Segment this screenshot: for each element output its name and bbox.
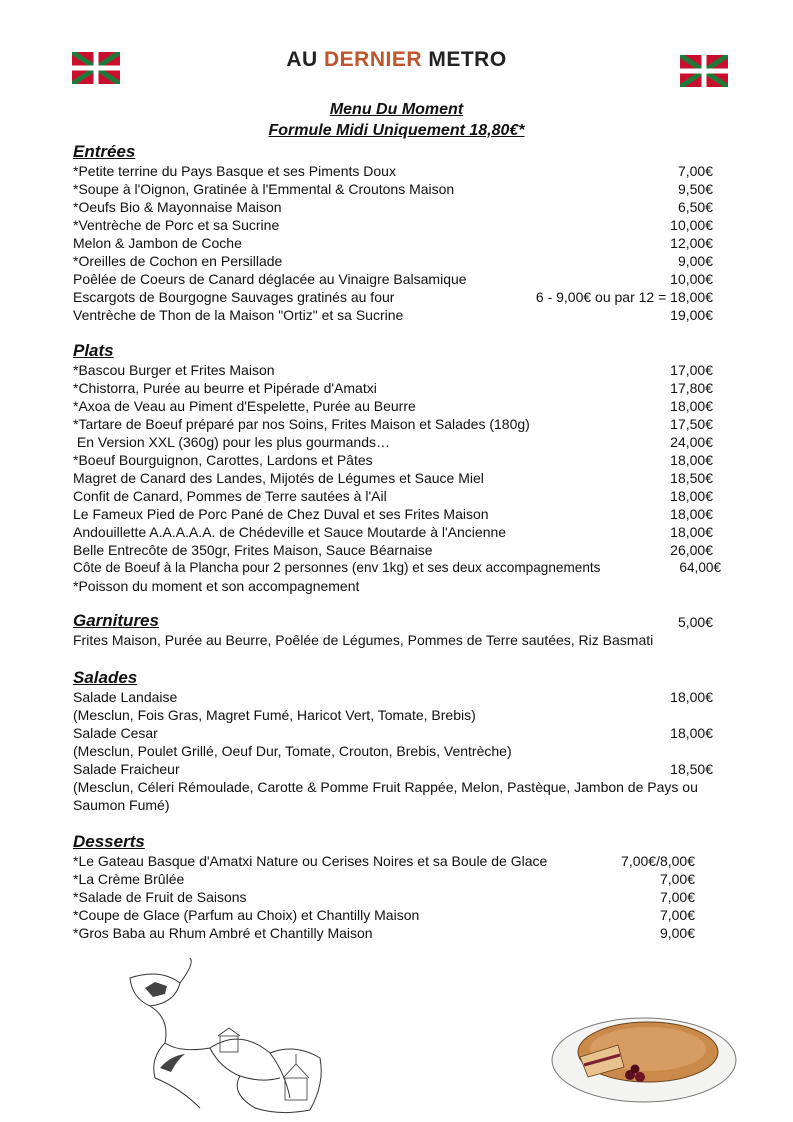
restaurant-title xyxy=(0,48,793,72)
menu-item xyxy=(73,760,713,778)
menu-item xyxy=(73,198,713,216)
section-heading: Desserts xyxy=(73,832,145,851)
item-price: 18,00€ xyxy=(670,506,713,522)
menu-item xyxy=(73,270,713,288)
menu-item xyxy=(73,487,713,505)
item-description: (Mesclun, Céleri Rémoulade, Carotte & Pomme Fruit Rappée, Melon, Pastèque, Jambon de Pays ou Saumon Fumé) xyxy=(73,779,698,813)
section-heading: Salades xyxy=(73,668,138,687)
menu-item xyxy=(73,216,713,234)
item-price: 18,00€ xyxy=(670,488,713,504)
item-label: Belle Entrecôte de 350gr, Frites Maison, Sauce Béarnaise xyxy=(73,542,433,558)
title-suffix: METRO xyxy=(422,48,507,71)
menu-title: Menu Du Moment xyxy=(329,101,464,118)
item-label: *Axoa de Veau au Piment d'Espelette, Purée au Beurre xyxy=(73,398,416,414)
menu-item xyxy=(73,870,695,888)
menu-item xyxy=(73,688,713,706)
item-price: 9,00€ xyxy=(659,925,695,941)
section-plats xyxy=(73,341,721,595)
item-label: *Bascou Burger et Frites Maison xyxy=(73,362,275,378)
menu-item xyxy=(73,469,713,487)
item-label: En Version XXL (360g) pour les plus gourmands… xyxy=(73,434,390,450)
item-label: *Oeufs Bio & Mayonnaise Maison xyxy=(73,199,282,215)
item-label: Côte de Boeuf à la Plancha pour 2 personnes (env 1kg) et ses deux accompagnements xyxy=(73,560,601,575)
menu-item xyxy=(73,541,713,559)
menu-item xyxy=(73,433,713,451)
item-price: 18,00€ xyxy=(670,689,713,705)
item-price: 7,00€ xyxy=(659,907,695,923)
menu-item xyxy=(73,252,713,270)
menu-item xyxy=(73,415,713,433)
title-accent: DERNIER xyxy=(323,48,422,71)
item-price: 18,00€ xyxy=(670,725,713,741)
item-price: 17,80€ xyxy=(670,380,713,396)
item-label: Salade Landaise xyxy=(73,689,178,705)
item-price: 7,00€/8,00€ xyxy=(621,853,695,869)
item-price: 26,00€ xyxy=(670,542,713,558)
menu-item xyxy=(73,288,713,306)
menu-item xyxy=(73,577,713,595)
item-label: Escargots de Bourgogne Sauvages gratinés au four xyxy=(73,289,395,305)
menu-item xyxy=(73,379,713,397)
menu-item xyxy=(73,397,713,415)
item-label: Ventrèche de Thon de la Maison "Ortiz" et sa Sucrine xyxy=(73,307,404,323)
item-price: 18,00€ xyxy=(670,524,713,540)
item-price: 7,00€ xyxy=(659,889,695,905)
section-garnitures xyxy=(73,611,713,649)
item-label: Magret de Canard des Landes, Mijotés de Légumes et Sauce Miel xyxy=(73,470,484,486)
item-price: 9,00€ xyxy=(677,253,713,269)
item-price: 18,50€ xyxy=(670,470,713,486)
basque-map-drawing-icon xyxy=(120,958,340,1118)
menu-item xyxy=(73,180,713,198)
section-salades xyxy=(73,668,713,814)
item-price: 7,00€ xyxy=(659,871,695,887)
menu-item xyxy=(73,523,713,541)
section-desserts xyxy=(73,832,695,942)
item-price: 18,00€ xyxy=(670,398,713,414)
item-description: (Mesclun, Poulet Grillé, Oeuf Dur, Tomate, Crouton, Brebis, Ventrèche) xyxy=(73,743,512,759)
formula-title: Formule Midi Uniquement 18,80€* xyxy=(268,122,525,139)
menu-item xyxy=(73,888,695,906)
item-label: Salade Fraicheur xyxy=(73,761,180,777)
garnitures-header xyxy=(73,611,713,631)
menu-item xyxy=(73,724,713,742)
menu-item xyxy=(73,451,713,469)
item-price: 19,00€ xyxy=(670,307,713,323)
item-label: *Petite terrine du Pays Basque et ses Piments Doux xyxy=(73,163,396,179)
item-label: Poêlée de Coeurs de Canard déglacée au Vinaigre Balsamique xyxy=(73,271,467,287)
item-price: 17,00€ xyxy=(670,362,713,378)
item-description: (Mesclun, Fois Gras, Magret Fumé, Haricot Vert, Tomate, Brebis) xyxy=(73,707,476,723)
item-price: 18,00€ xyxy=(670,452,713,468)
section-heading: Plats xyxy=(73,341,114,360)
item-label: *Oreilles de Cochon en Persillade xyxy=(73,253,283,269)
item-label: *Soupe à l'Oignon, Gratinée à l'Emmental & Croutons Maison xyxy=(73,181,455,197)
menu-item xyxy=(73,361,713,379)
section-heading: Entrées xyxy=(73,142,136,161)
item-label: Salade Cesar xyxy=(73,725,158,741)
menu-item xyxy=(73,559,721,577)
item-price: 12,00€ xyxy=(670,235,713,251)
item-label: *Ventrèche de Porc et sa Sucrine xyxy=(73,217,280,233)
item-price: 7,00€ xyxy=(677,163,713,179)
item-price: 6 - 9,00€ ou par 12 = 18,00€ xyxy=(535,289,713,305)
item-label: *Le Gateau Basque d'Amatxi Nature ou Cerises Noires et sa Boule de Glace xyxy=(73,853,548,869)
item-price: 10,00€ xyxy=(670,271,713,287)
title-prefix: AU xyxy=(286,48,324,71)
item-label: *La Crème Brûlée xyxy=(73,871,185,887)
gateau-basque-plate-icon xyxy=(548,1005,740,1107)
item-price: 64,00€ xyxy=(679,560,721,575)
item-label: *Chistorra, Purée au beurre et Pipérade d'Amatxi xyxy=(73,380,377,396)
item-label: *Gros Baba au Rhum Ambré et Chantilly Maison xyxy=(73,925,373,941)
menu-item xyxy=(73,924,695,942)
item-label: Melon & Jambon de Coche xyxy=(73,235,242,251)
item-label: *Tartare de Boeuf préparé par nos Soins, Frites Maison et Salades (180g) xyxy=(73,416,530,432)
item-label: *Poisson du moment et son accompagnement xyxy=(73,578,360,594)
item-price: 6,50€ xyxy=(677,199,713,215)
garnitures-list: Frites Maison, Purée au Beurre, Poêlée de Légumes, Pommes de Terre sautées, Riz Basmati xyxy=(73,632,654,648)
item-price: 24,00€ xyxy=(670,434,713,450)
item-label: *Coupe de Glace (Parfum au Choix) et Chantilly Maison xyxy=(73,907,420,923)
item-price: 18,50€ xyxy=(670,761,713,777)
menu-item xyxy=(73,306,713,324)
item-label: Le Fameux Pied de Porc Pané de Chez Duval et ses Frites Maison xyxy=(73,506,489,522)
item-price: 5,00€ xyxy=(677,614,713,630)
item-price: 17,50€ xyxy=(670,416,713,432)
item-price: 10,00€ xyxy=(670,217,713,233)
menu-item xyxy=(73,852,695,870)
menu-item xyxy=(73,906,695,924)
item-label: *Boeuf Bourguignon, Carottes, Lardons et Pâtes xyxy=(73,452,373,468)
item-label: Confit de Canard, Pommes de Terre sautées à l'Ail xyxy=(73,488,387,504)
menu-item xyxy=(73,162,713,180)
item-label: *Salade de Fruit de Saisons xyxy=(73,889,247,905)
menu-item xyxy=(73,234,713,252)
section-heading: Garnitures xyxy=(73,611,159,630)
item-price: 9,50€ xyxy=(677,181,713,197)
item-label: Andouillette A.A.A.A.A. de Chédeville et Sauce Moutarde à l'Ancienne xyxy=(73,524,507,540)
menu-item xyxy=(73,505,713,523)
section-entrees xyxy=(73,142,713,324)
